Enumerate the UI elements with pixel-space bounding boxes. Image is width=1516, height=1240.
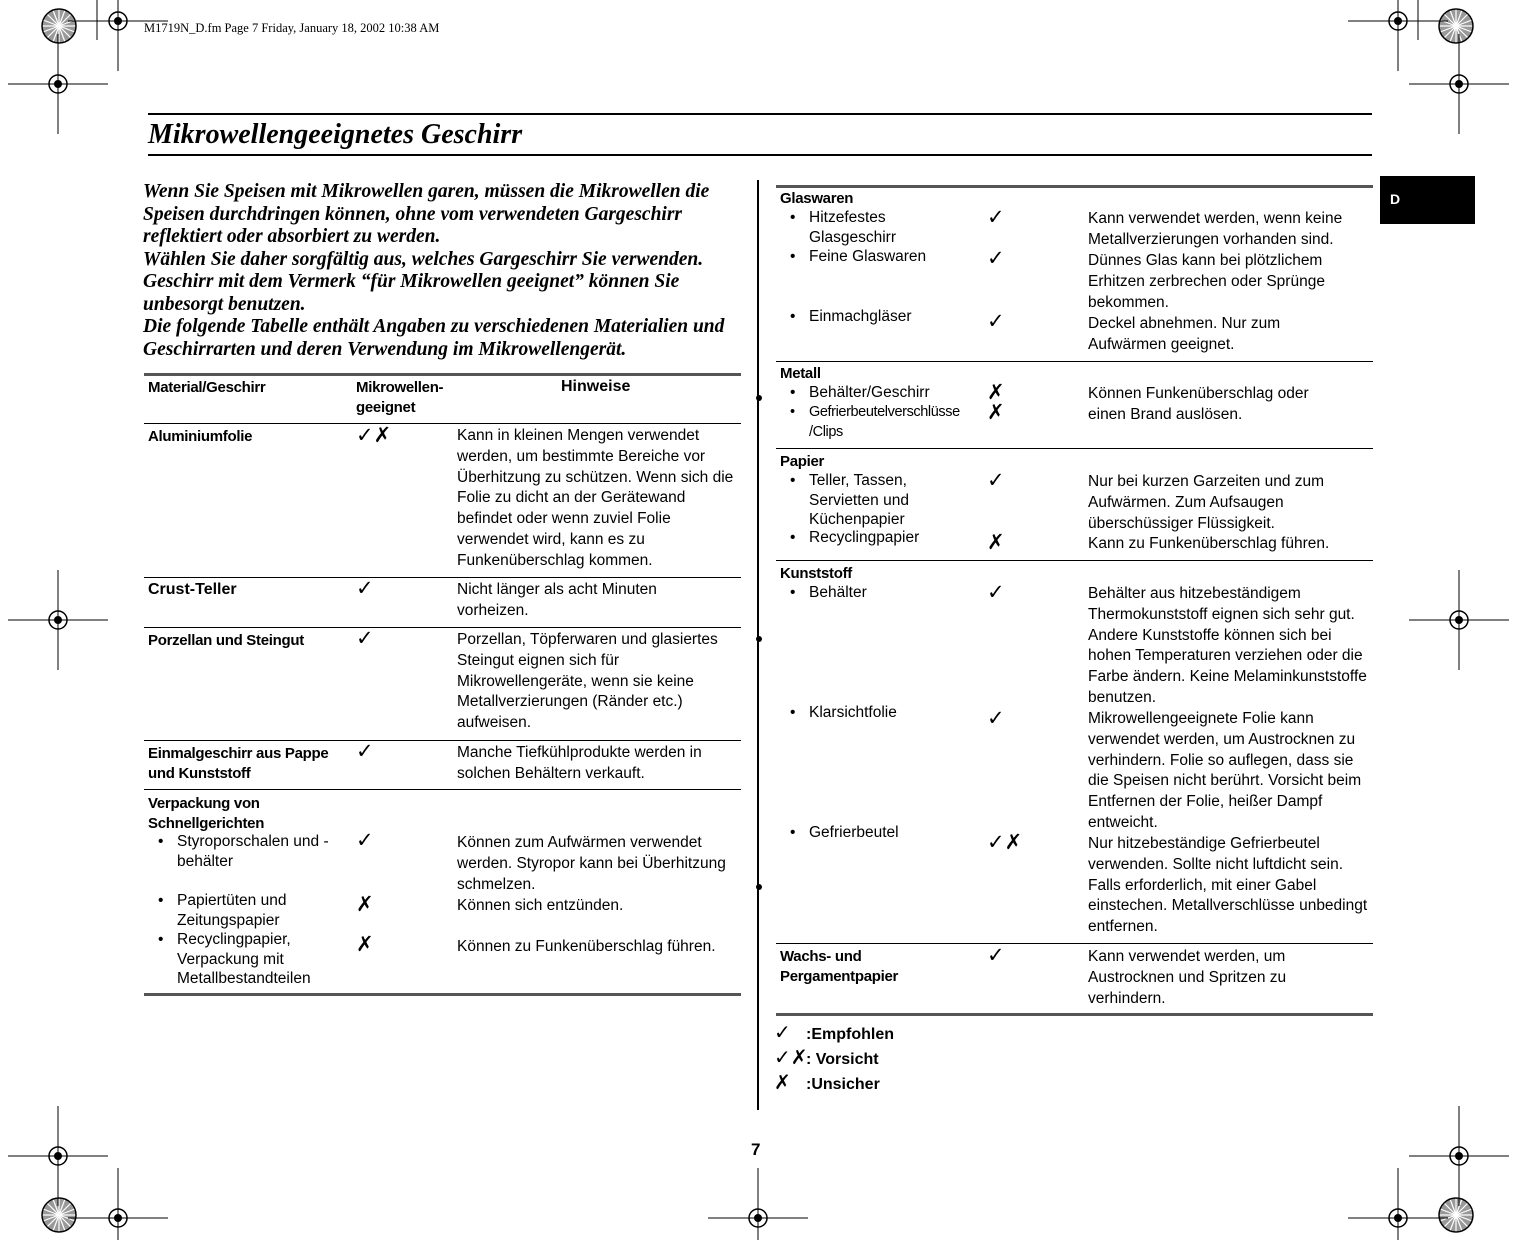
list-item: • Hitzefestes Glasgeschirr: [809, 208, 959, 247]
row-divider: [776, 361, 1373, 362]
legend-label: :Unsicher: [806, 1076, 880, 1093]
note-styropor: Können zum Aufwärmen verwendet werden. Styropor kann bei Überhitzung schmelzen.: [457, 834, 726, 893]
material-aluminiumfolie: Aluminiumfolie: [148, 428, 253, 445]
left-table-top-rule: [144, 373, 741, 376]
note-klarsichtfolie: Mikrowellengeeignete Folie kann verwendet werden, um Austrocknen zu verhindern. Folie so auflegen, dass sie die Speisen nicht berührt. Vorsicht beim Entfernen der Folie, heißer Dampf entweicht.: [1088, 710, 1362, 831]
note-hitzefestes-glas: Kann verwendet werden, wenn keine Metallverzierungen vorhanden sind.: [1088, 210, 1343, 248]
page-number: 7: [751, 1140, 761, 1159]
page-title-text: Mikrowellengeeignetes Geschirr: [148, 119, 523, 150]
intro-text: [143, 181, 743, 361]
row-divider: [144, 423, 741, 424]
suitability-ok: ✓: [987, 469, 1005, 492]
list-item: • Einmachgläser: [809, 307, 969, 327]
suitability-ok: ✓: [356, 829, 374, 852]
row-divider: [776, 448, 1373, 449]
category-wachs: Wachs- und Pergamentpapier: [780, 948, 899, 985]
list-item: • Papiertüten und Zeitungspapier: [177, 891, 337, 930]
note-einmachglaeser: Deckel abnehmen. Nur zum Aufwärmen geeignet.: [1088, 315, 1281, 353]
suitability-ok: ✓: [356, 627, 374, 650]
legend-item: [774, 1070, 880, 1095]
suitability-no: ✗: [356, 893, 374, 916]
note-crust-teller: Nicht länger als acht Minuten vorheizen.: [457, 581, 657, 619]
note-porzellan: Porzellan, Töpferwaren und glasiertes Steingut eignen sich für Mikrowellengeräte, wenn sie keine Metallverzierungen (Ränder etc.) aufweisen.: [457, 631, 718, 732]
suitability-no: ✗: [987, 401, 1005, 424]
file-header-info: M1719N_D.fm Page 7 Friday, January 18, 2002 10:38 AM: [144, 21, 440, 35]
suitability-ok: ✓: [356, 577, 374, 600]
suitability-ok: ✓: [987, 581, 1005, 604]
suitability-caution: ✓✗: [356, 424, 392, 447]
list-item: • Behälter: [809, 583, 959, 603]
suitability-ok: ✓: [987, 310, 1005, 333]
legend-item: [774, 1045, 879, 1070]
category-kunststoff: Kunststoff: [780, 565, 852, 582]
note-metall: Können Funkenüberschlag oder einen Brand auslösen.: [1088, 385, 1309, 423]
note-einmalgeschirr: Manche Tiefkühlprodukte werden in solchen Behältern verkauft.: [457, 744, 702, 782]
row-divider: [144, 740, 741, 741]
list-item: • Behälter/Geschirr: [809, 383, 979, 403]
list-item: • Gefrierbeutelverschlüsse /Clips: [809, 403, 989, 442]
category-glaswaren: Glaswaren: [780, 190, 854, 207]
intro-paragraph: Die folgende Tabelle enthält Angaben zu verschiedenen Materialien und Geschirrarten und deren Verwendung im Mikrowellengerät.: [143, 316, 725, 360]
suitability-caution: ✓✗: [987, 831, 1023, 854]
row-divider: [144, 577, 741, 578]
column-separator: [757, 180, 759, 1110]
category-metall: Metall: [780, 365, 821, 382]
material-porzellan: Porzellan und Steingut: [148, 632, 304, 649]
separator-dot: [756, 636, 762, 642]
suitability-no: ✗: [987, 531, 1005, 554]
suitability-ok: ✓: [987, 944, 1005, 967]
note-papiertueten: Können sich entzünden.: [457, 897, 624, 914]
list-item: • Recyclingpapier, Verpackung mit Metallbestandteilen: [177, 930, 337, 989]
row-divider: [144, 627, 741, 628]
note-feine-glaswaren: Dünnes Glas kann bei plötzlichem Erhitzen zerbrechen oder Sprünge bekommen.: [1088, 252, 1325, 311]
material-verpackung: Verpackung von Schnellgerichten: [148, 795, 265, 832]
separator-dot: [756, 395, 762, 401]
left-header-material: Material/Geschirr: [148, 379, 266, 396]
list-item: • Styroporschalen und -behälter: [177, 832, 347, 871]
left-table-bottom-rule: [144, 993, 741, 996]
intro-paragraph: Wählen Sie daher sorgfältig aus, welches Gargeschirr Sie verwenden. Geschirr mit dem Vermerk “für Mikrowellen geeignet” können Sie unbesorgt benutzen.: [143, 248, 704, 315]
legend-symbol: ✓: [774, 1022, 791, 1044]
note-papier-teller: Nur bei kurzen Garzeiten und zum Aufwärmen. Zum Aufsaugen überschüssiger Flüssigkeit.: [1088, 473, 1325, 532]
suitability-no: ✗: [987, 381, 1005, 404]
material-crust-teller: Crust-Teller: [148, 581, 237, 598]
list-item: • Recyclingpapier: [809, 528, 969, 548]
suitability-ok: ✓: [987, 707, 1005, 730]
note-aluminiumfolie: Kann in kleinen Mengen verwendet werden, um bestimmte Bereiche vor Überhitzung zu schützen. Wenn sich die Folie zu dicht an der Gerätewand befindet oder wenn zuviel Folie verwendet wird, kann es zu Funkenüberschlag kommen.: [457, 427, 734, 569]
row-divider: [144, 789, 741, 790]
list-item: • Gefrierbeutel: [809, 823, 959, 843]
row-divider: [776, 560, 1373, 561]
legend-symbol: ✓✗: [774, 1047, 808, 1069]
legend-symbol: ✗: [774, 1072, 791, 1094]
separator-dot: [756, 884, 762, 890]
suitability-ok: ✓: [356, 740, 374, 763]
legend-label: : Vorsicht: [806, 1051, 879, 1068]
left-header-notes: Hinweise: [561, 378, 631, 395]
note-wachs: Kann verwendet werden, um Austrocknen und Spritzen zu verhindern.: [1088, 948, 1287, 1007]
right-table-bottom-rule: [776, 1013, 1373, 1016]
right-table-top-rule: [776, 185, 1373, 188]
list-item: • Feine Glaswaren: [809, 247, 969, 267]
note-gefrierbeutel: Nur hitzebeständige Gefrierbeutel verwenden. Sollte nicht luftdicht sein. Falls erforderlich, mit einer Gabel einstechen. Metallverschlüsse unbedingt entfernen.: [1088, 835, 1368, 936]
legend-label: :Empfohlen: [806, 1026, 894, 1043]
list-item: • Klarsichtfolie: [809, 703, 959, 723]
language-tab: [1380, 176, 1475, 224]
page-title: [148, 113, 1372, 156]
suitability-ok: ✓: [987, 206, 1005, 229]
intro-paragraph: Wenn Sie Speisen mit Mikrowellen garen, müssen die Mikrowellen die Speisen durchdringen können, ohne vom verwendeten Gargeschirr reflektiert oder absorbiert zu werden.: [143, 181, 710, 247]
language-tab-label: D: [1390, 191, 1401, 207]
legend-item: [774, 1020, 894, 1045]
suitability-ok: ✓: [987, 247, 1005, 270]
material-einmalgeschirr: Einmalgeschirr aus Pappe und Kunststoff: [148, 745, 329, 782]
suitability-no: ✗: [356, 933, 374, 956]
row-divider: [776, 943, 1373, 944]
note-papier-recycling: Kann zu Funkenüberschlag führen.: [1088, 535, 1330, 552]
note-kunststoff-behaelter: Behälter aus hitzebeständigem Thermokunststoff eignen sich sehr gut. Andere Kunststoffe können sich bei hohen Temperaturen verziehen oder die Farbe ändern. Keine Melaminkunststoffe benutzen.: [1088, 585, 1367, 706]
left-header-suitable: Mikrowellen-geeignet: [356, 379, 444, 416]
legend: [774, 1020, 974, 1100]
list-item: • Teller, Tassen, Servietten und Küchenpapier: [809, 471, 949, 530]
note-recyclingpapier: Können zu Funkenüberschlag führen.: [457, 938, 716, 955]
category-papier: Papier: [780, 453, 825, 470]
